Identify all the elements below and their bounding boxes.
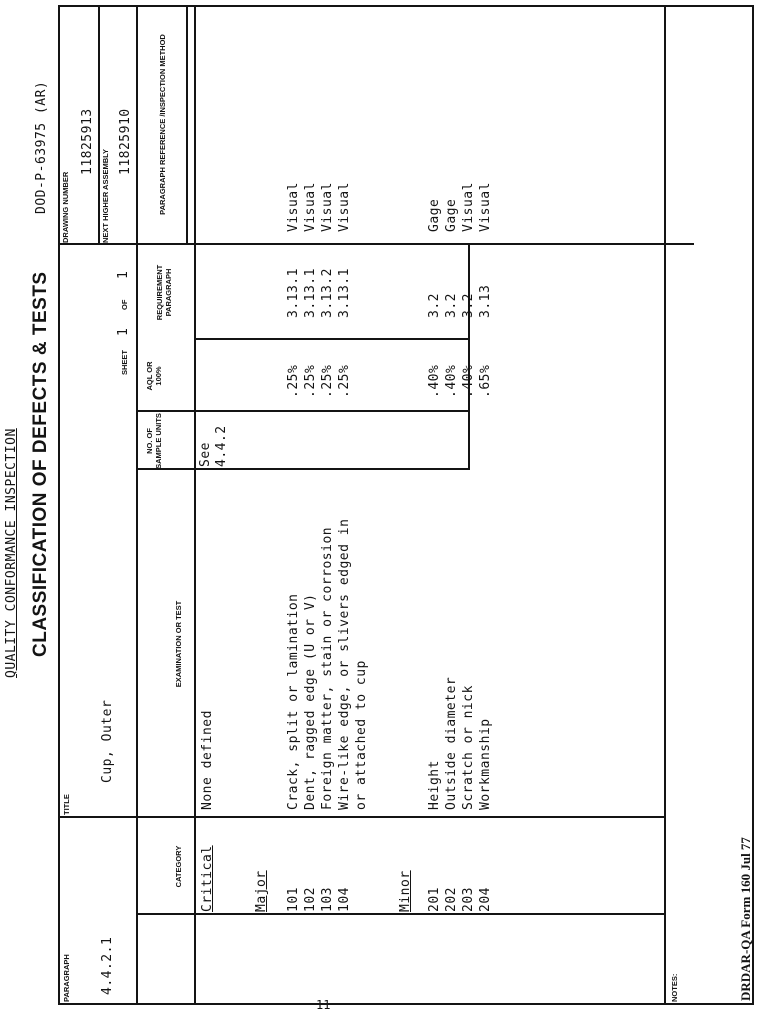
critical-label: Critical: [200, 845, 215, 912]
table-row-category: 202: [444, 887, 459, 912]
column-requirement: REQUIREMENT PARAGRAPH: [155, 264, 173, 321]
table-row-aql: .40%: [427, 364, 442, 398]
paragraph-value: 4.4.2.1: [100, 936, 115, 995]
column-reference: PARAGRAPH REFERENCE /INSPECTION METHOD: [158, 34, 167, 215]
table-row-method: Visual: [286, 182, 301, 232]
minor-aql: [426, 365, 494, 398]
paragraph-label: PARAGRAPH: [62, 954, 71, 1002]
of-value: 1: [116, 270, 131, 279]
minor-requirement: [426, 285, 494, 318]
critical-exam: None defined: [200, 710, 215, 810]
table-row-method: Visual: [461, 182, 476, 232]
divider-requirement: [194, 338, 470, 340]
table-row-requirement: 3.13: [478, 284, 493, 318]
table-row-method: Gage: [444, 198, 459, 232]
minor-exams: [426, 677, 494, 810]
minor-label: Minor: [398, 870, 413, 912]
major-aql: [285, 365, 353, 398]
document-number: DOD-P-63975 (AR): [34, 80, 49, 214]
table-row-exam-continuation: or attached to cup: [354, 660, 369, 810]
table-row-category: 201: [427, 887, 442, 912]
page-number: 11: [316, 998, 331, 1012]
table-row-requirement: 3.13.1: [303, 268, 318, 318]
table-row-aql: .40%: [444, 364, 459, 398]
table-row-aql: .40%: [461, 364, 476, 398]
notes-label: NOTES:: [670, 973, 679, 1002]
table-row-exam: Crack, split or lamination: [286, 593, 301, 810]
table-row-category: 203: [461, 887, 476, 912]
table-row-method: Visual: [303, 182, 318, 232]
table-row-exam: Scratch or nick: [461, 685, 476, 810]
table-row-category: 102: [303, 887, 318, 912]
column-sample-units: NO. OF SAMPLE UNITS: [145, 413, 163, 469]
sheet-label: SHEET: [120, 349, 129, 375]
table-row-method: Visual: [337, 182, 352, 232]
table-row-method: Visual: [478, 182, 493, 232]
header-separator: [194, 5, 196, 1005]
table-lower-line: [468, 243, 470, 470]
next-assembly-value: 11825910: [118, 108, 133, 175]
title-value: Cup, Outer: [100, 699, 115, 783]
table-row-method: Gage: [427, 198, 442, 232]
notes-separator: [664, 5, 666, 1005]
major-requirement: [285, 268, 353, 318]
minor-categories: [426, 887, 494, 912]
divider-reference: [58, 243, 694, 245]
drawing-number-value: 11825913: [80, 108, 95, 175]
critical-sample-units: See 4.4.2: [198, 425, 229, 467]
table-row-aql: .25%: [320, 364, 335, 398]
next-assembly-underline: [136, 5, 138, 245]
table-row-requirement: 3.2: [427, 293, 442, 318]
table-row-requirement: 3.13.1: [337, 268, 352, 318]
table-row-exam: Workmanship: [478, 718, 493, 810]
table-row-category: 204: [478, 887, 493, 912]
table-row-exam: Outside diameter: [444, 676, 459, 810]
major-method: [285, 182, 353, 232]
table-row-aql: .25%: [337, 364, 352, 398]
table-row-requirement: 3.13.1: [286, 268, 301, 318]
drawing-number-label: DRAWING NUMBER: [61, 171, 70, 243]
divider-aql: [136, 410, 470, 412]
table-row-exam: Dent, ragged edge (U or V): [303, 593, 318, 810]
table-row-requirement: 3.2: [444, 293, 459, 318]
divider-examination: [136, 816, 664, 818]
table-row-aql: .25%: [286, 364, 301, 398]
table-row-category: 104: [337, 887, 352, 912]
major-label: Major: [254, 870, 269, 912]
drawing-number-underline: [98, 5, 100, 245]
next-assembly-label: NEXT HIGHER ASSEMBLY: [101, 148, 110, 243]
major-categories: [285, 887, 353, 912]
divider-category: [136, 913, 664, 915]
table-row-exam: Height: [427, 760, 442, 810]
table-row-method: Visual: [320, 182, 335, 232]
table-row-requirement: 3.13.2: [320, 268, 335, 318]
table-row-exam: Foreign matter, stain or corrosion: [320, 526, 335, 810]
form-id: DRDAR-QA Form 160 Jul 77: [738, 837, 753, 1001]
reference-header-line: [186, 5, 188, 245]
minor-method: [426, 182, 494, 232]
major-exams: [285, 519, 370, 810]
of-label: OF: [120, 299, 129, 310]
top-divider-paragraph: [58, 816, 136, 818]
table-row-category: 101: [286, 887, 301, 912]
page-title: QUALITY CONFORMANCE INSPECTION: [4, 428, 19, 678]
table-row-aql: .65%: [478, 364, 493, 398]
table-row-exam: Wire-like edge, or slivers edged in: [337, 518, 352, 810]
column-category: CATEGORY: [174, 845, 183, 888]
table-row-aql: .25%: [303, 364, 318, 398]
divider-sample: [136, 468, 470, 470]
title-label: TITLE: [62, 794, 71, 815]
table-row-requirement: 3.2: [461, 293, 476, 318]
column-aql: AQL OR 100%: [145, 361, 163, 391]
column-examination: EXAMINATION OR TEST: [174, 600, 183, 688]
sheet-value: 1: [116, 327, 131, 336]
table-row-category: 103: [320, 887, 335, 912]
page-subtitle: CLASSIFICATION OF DEFECTS & TESTS: [30, 271, 51, 657]
